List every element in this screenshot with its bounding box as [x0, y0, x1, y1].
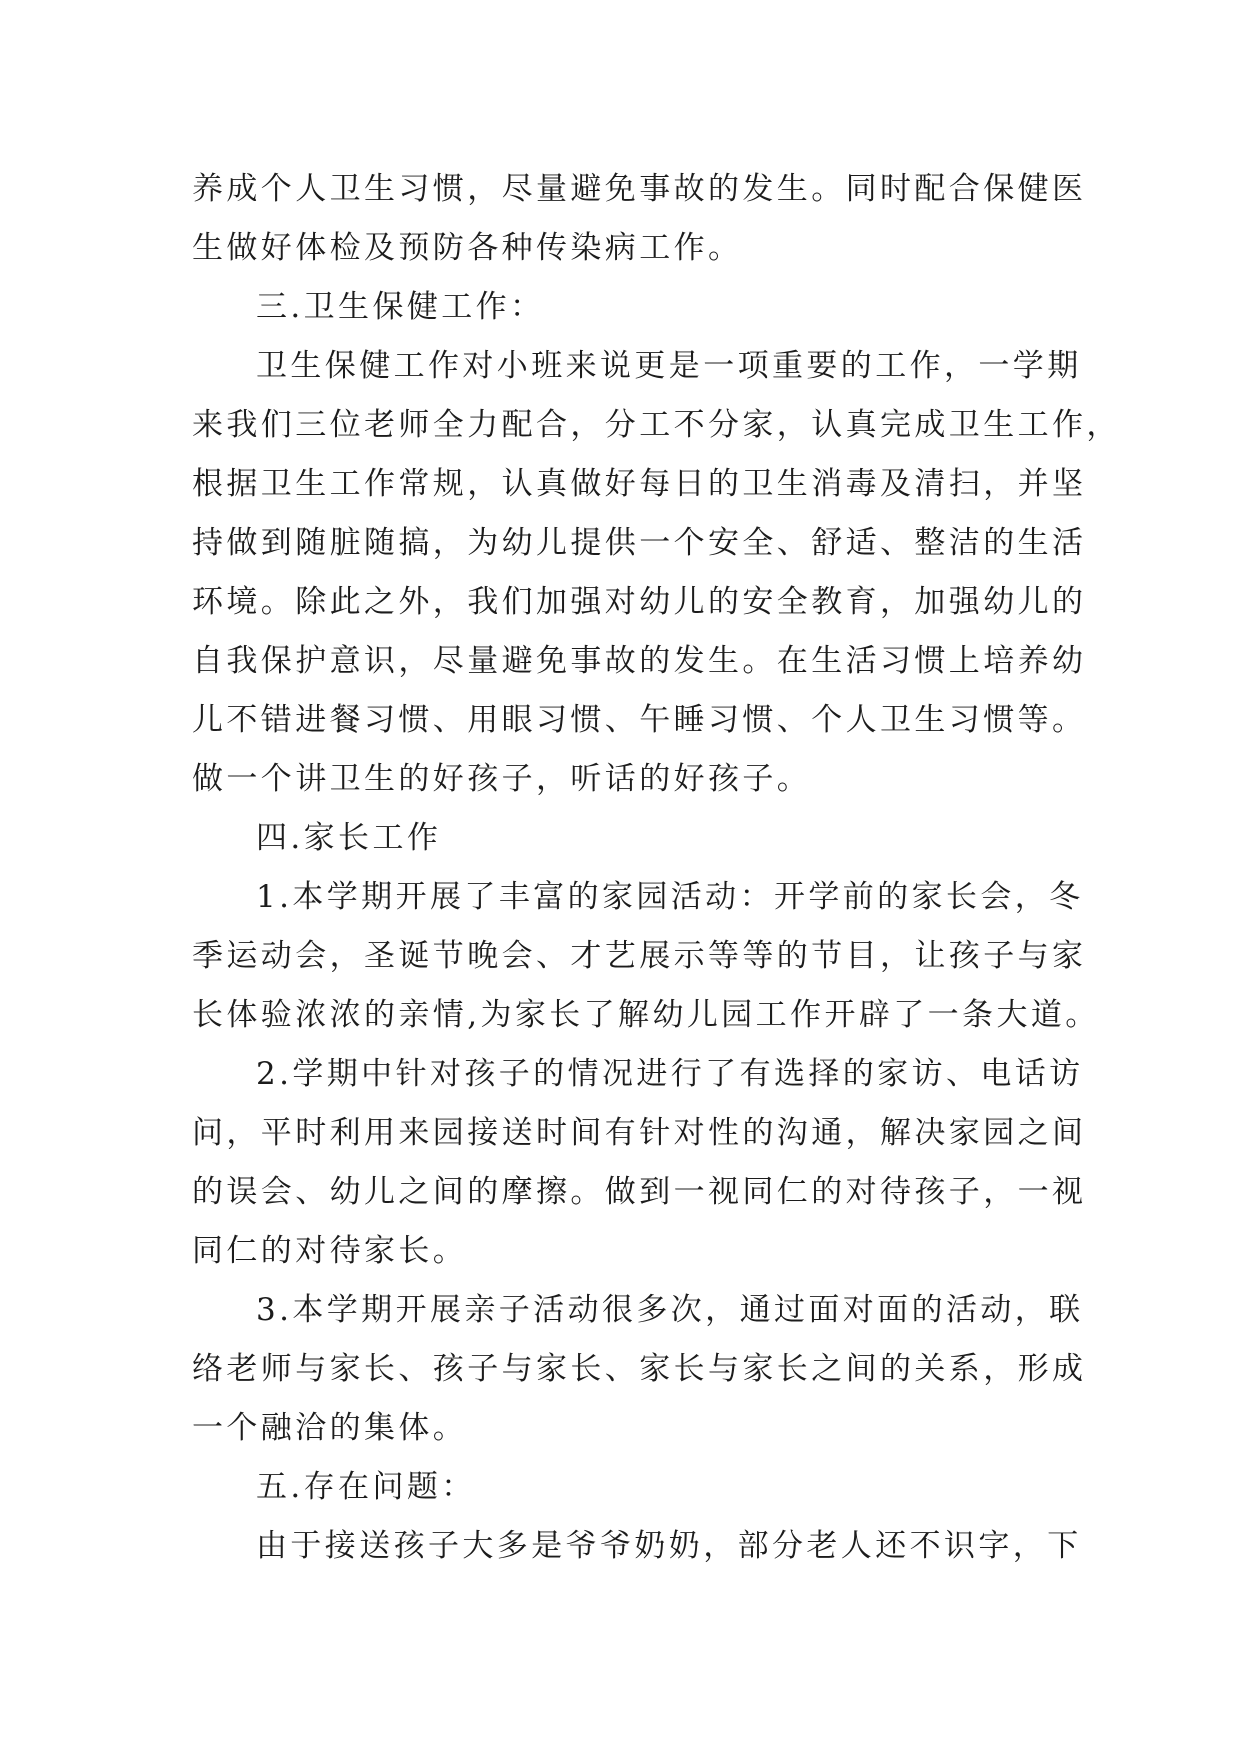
text-line: 由于接送孩子大多是爷爷奶奶，部分老人还不识字，下: [256, 1528, 1082, 1564]
text-line: 问，平时利用来园接送时间有针对性的沟通，解决家园之间: [192, 1115, 1087, 1151]
text-line: 儿不错进餐习惯、用眼习惯、午睡习惯、个人卫生习惯等。: [192, 702, 1087, 738]
text-line: 养成个人卫生习惯，尽量避免事故的发生。同时配合保健医: [192, 171, 1087, 207]
text-line: 做一个讲卫生的好孩子，听话的好孩子。: [192, 761, 812, 797]
document-body: [192, 160, 1121, 1576]
text-line: 的误会、幼儿之间的摩擦。做到一视同仁的对待孩子，一视: [192, 1174, 1087, 1210]
text-line: 生做好体检及预防各种传染病工作。: [192, 230, 743, 266]
text-line: 络老师与家长、孩子与家长、家长与家长之间的关系，形成: [192, 1351, 1087, 1387]
text-line: 环境。除此之外，我们加强对幼儿的安全教育，加强幼儿的: [192, 584, 1087, 620]
text-line: 四.家长工作: [256, 820, 442, 856]
text-line: 持做到随脏随搞，为幼儿提供一个安全、舒适、整洁的生活: [192, 525, 1087, 561]
text-line: 自我保护意识，尽量避免事故的发生。在生活习惯上培养幼: [192, 643, 1087, 679]
text-line: 一个融洽的集体。: [192, 1410, 468, 1446]
text-line: 长体验浓浓的亲情,为家长了解幼儿园工作开辟了一条大道。: [192, 997, 1100, 1033]
text-line: 来我们三位老师全力配合，分工不分家，认真完成卫生工作，: [192, 407, 1121, 443]
text-line: 三.卫生保健工作：: [256, 289, 545, 325]
text-line: 五.存在问题：: [256, 1469, 476, 1505]
text-line: 3.本学期开展亲子活动很多次，通过面对面的活动，联: [256, 1292, 1084, 1328]
text-line: 1.本学期开展了丰富的家园活动：开学前的家长会，冬: [256, 879, 1084, 915]
text-line: 卫生保健工作对小班来说更是一项重要的工作，一学期: [256, 348, 1082, 384]
text-line: 根据卫生工作常规，认真做好每日的卫生消毒及清扫，并坚: [192, 466, 1087, 502]
text-line: 季运动会，圣诞节晚会、才艺展示等等的节目，让孩子与家: [192, 938, 1087, 974]
text-line: 2.学期中针对孩子的情况进行了有选择的家访、电话访: [256, 1056, 1084, 1092]
text-line: 同仁的对待家长。: [192, 1233, 468, 1269]
